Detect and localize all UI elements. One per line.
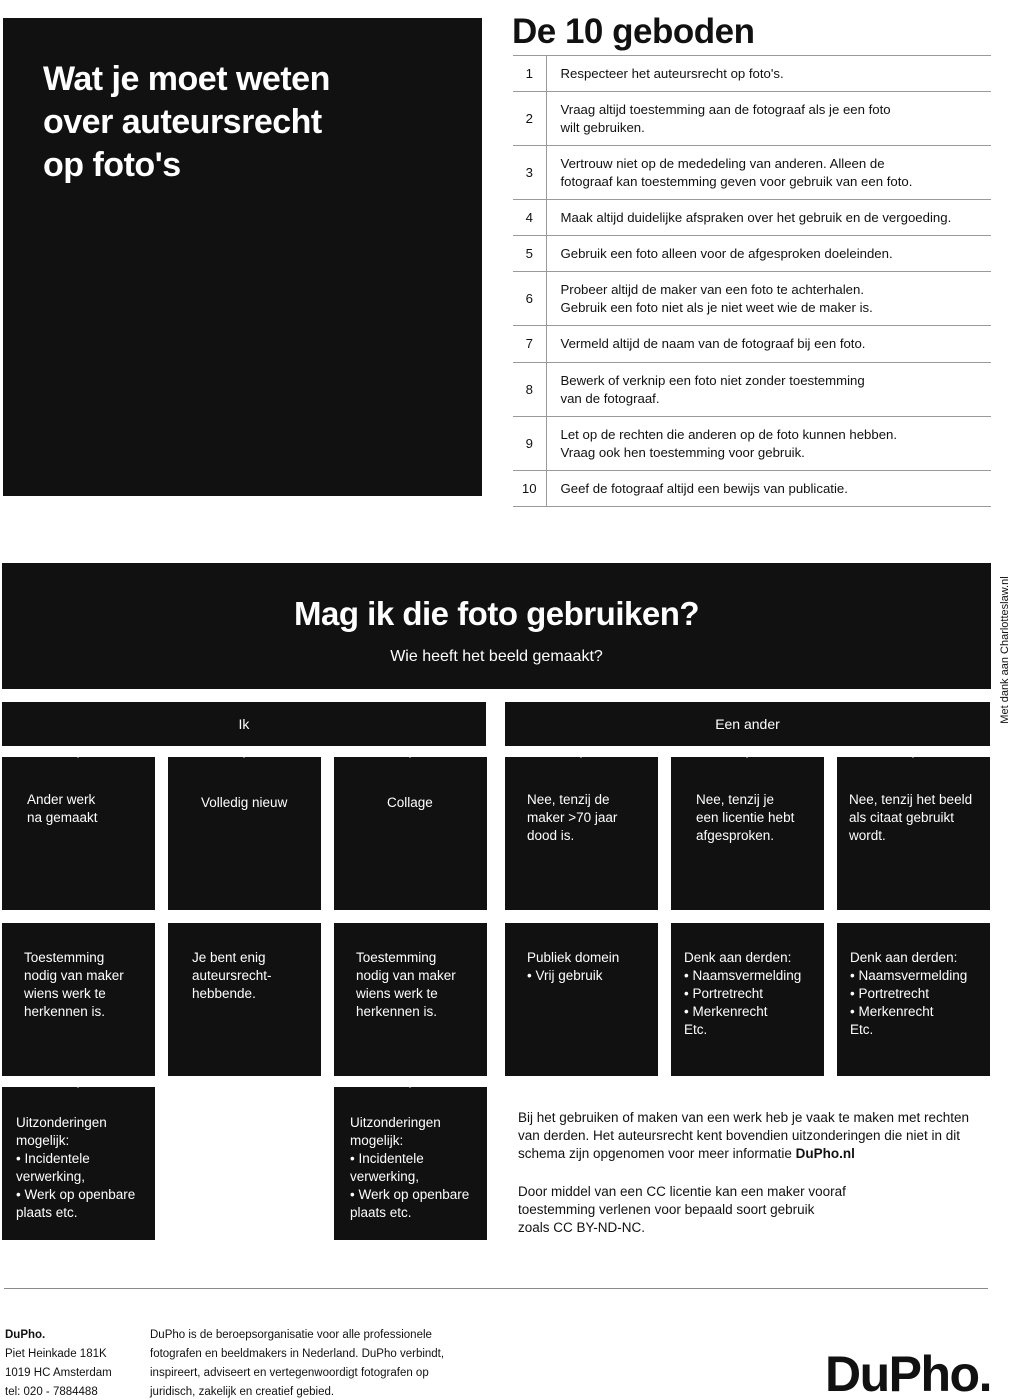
table-row: [513, 272, 991, 326]
result-enig-hebbende: Je bent enig auteursrecht- hebbende.: [168, 923, 321, 1076]
branch-ik-label: Ik: [238, 716, 250, 732]
row-text: Probeer altijd de maker van een foto te achterhalen. Gebruik een foto niet als je niet weet wie de maker is.: [546, 272, 991, 326]
note-cc-licentie: Door middel van een CC licentie kan een maker vooraf toestemming verlenen voor bepaald soort gebruik zoals CC BY-ND-NC.: [518, 1184, 846, 1235]
arrow-down-icon: [400, 1076, 420, 1088]
row-text: Geef de fotograaf altijd een bewijs van publicatie.: [546, 471, 991, 507]
side-credit: Met dank aan Charlotteslaw.nl: [999, 576, 1011, 724]
row-number: 10: [513, 471, 546, 507]
arrow-down-icon: [400, 746, 420, 758]
arrow-down-icon: [400, 910, 420, 922]
footer-city: 1019 HC Amsterdam: [5, 1367, 112, 1379]
arrow-down-icon: [68, 1076, 88, 1088]
commandments-title: De 10 geboden: [512, 12, 755, 51]
row-text: Gebruik een foto alleen voor de afgesproken doeleinden.: [546, 236, 991, 272]
arrow-down-icon: [234, 746, 254, 758]
case-licentie: Nee, tenzij je een licentie hebt afgesproken.: [671, 757, 824, 910]
branch-een-ander-label: Een ander: [715, 716, 780, 732]
footer-org: DuPho.: [5, 1329, 46, 1341]
row-number: 3: [513, 146, 546, 200]
table-row: [513, 417, 991, 471]
flowchart-question: Wie heeft het beeld gemaakt?: [390, 648, 603, 665]
table-row: [513, 92, 991, 146]
table-row: [513, 471, 991, 507]
row-number: 2: [513, 92, 546, 146]
row-number: 4: [513, 200, 546, 236]
arrow-down-icon: [571, 746, 591, 758]
arrow-down-icon: [234, 910, 254, 922]
arrow-down-icon: [234, 689, 254, 701]
table-row: [513, 326, 991, 363]
case-citaat: Nee, tenzij het beeld als citaat gebruikt wordt.: [837, 757, 990, 910]
footer-tel: tel: 020 - 7884488: [5, 1386, 98, 1398]
result-toestemming-2: Toestemming nodig van maker wiens werk te herkennen is.: [334, 923, 487, 1076]
row-text: Bewerk of verknip een foto niet zonder toestemming van de fotograaf.: [546, 363, 991, 417]
divider: [4, 1288, 988, 1289]
flowchart-header: [2, 563, 991, 689]
flowchart-title: Mag ik die foto gebruiken?: [293, 595, 700, 632]
result-derden-2: Denk aan derden: • Naamsvermelding • Portretrecht • Merkenrecht Etc.: [837, 923, 990, 1076]
row-number: 5: [513, 236, 546, 272]
footer-street: Piet Heinkade 181K: [5, 1348, 107, 1360]
exceptions-box-2: Uitzonderingen mogelijk: • Incidentele verwerking, • Werk op openbare plaats etc.: [334, 1087, 487, 1240]
row-text: Let op de rechten die anderen op de foto kunnen hebben. Vraag ook hen toestemming voor gebruik.: [546, 417, 991, 471]
result-derden-1: Denk aan derden: • Naamsvermelding • Portretrecht • Merkenrecht Etc.: [671, 923, 824, 1076]
case-ander-werk: Ander werk na gemaakt: [2, 757, 155, 910]
hero-title: Wat je moet weten over auteursrecht op foto's: [43, 60, 330, 184]
result-publiek-domein: Publiek domein • Vrij gebruik: [505, 923, 658, 1076]
arrow-down-icon: [68, 910, 88, 922]
table-row: [513, 236, 991, 272]
row-text: Maak altijd duidelijke afspraken over het gebruik en de vergoeding.: [546, 200, 991, 236]
dupho-link[interactable]: DuPho.nl: [795, 1146, 855, 1161]
table-row: [513, 363, 991, 417]
row-number: 7: [513, 326, 546, 363]
exceptions-box-1: Uitzonderingen mogelijk: • Incidentele verwerking, • Werk op openbare plaats etc.: [2, 1087, 155, 1240]
case-collage: Collage: [334, 757, 487, 910]
arrow-down-icon: [903, 746, 923, 758]
commandments-table: [513, 55, 991, 507]
row-number: 9: [513, 417, 546, 471]
row-text: Vraag altijd toestemming aan de fotograaf als je een foto wilt gebruiken.: [546, 92, 991, 146]
footer-about: DuPho is de beroepsorganisatie voor alle professionele fotografen en beeldmakers in Nederland. DuPho verbindt, inspireert, adviseert en vertegenwoordigt fotografen op juridisch, zakelijk en creatief gebied.: [150, 1329, 445, 1398]
table-row: [513, 56, 991, 92]
table-row: [513, 146, 991, 200]
arrow-down-icon: [903, 910, 923, 922]
arrow-down-icon: [737, 910, 757, 922]
row-number: 8: [513, 363, 546, 417]
row-text: Respecteer het auteursrecht op foto's.: [546, 56, 991, 92]
arrow-down-icon: [571, 910, 591, 922]
row-text: Vermeld altijd de naam van de fotograaf bij een foto.: [546, 326, 991, 363]
result-toestemming-1: Toestemming nodig van maker wiens werk te herkennen is.: [2, 923, 155, 1076]
arrow-down-icon: [740, 689, 760, 701]
arrow-down-icon: [68, 746, 88, 758]
footer-address: [5, 1326, 112, 1400]
case-volledig-nieuw: Volledig nieuw: [168, 757, 321, 910]
dupho-logo: DuPho.: [825, 1346, 991, 1400]
branch-een-ander: [505, 702, 990, 746]
arrow-down-icon: [737, 746, 757, 758]
row-number: 1: [513, 56, 546, 92]
hero-panel: [3, 18, 482, 496]
note-derden: [518, 1109, 978, 1163]
table-row: [513, 200, 991, 236]
row-number: 6: [513, 272, 546, 326]
branch-ik: [2, 702, 486, 746]
note-derden-text: Bij het gebruiken of maken van een werk heb je vaak te maken met rechten van derden. Het auteursrecht kent bovendien uitzonderingen die niet in dit schema zijn opgenomen voor meer informatie: [518, 1110, 970, 1161]
row-text: Vertrouw niet op de mededeling van anderen. Alleen de fotograaf kan toestemming geven voor gebruik van een foto.: [546, 146, 991, 200]
case-publiek: Nee, tenzij de maker >70 jaar dood is.: [505, 757, 658, 910]
